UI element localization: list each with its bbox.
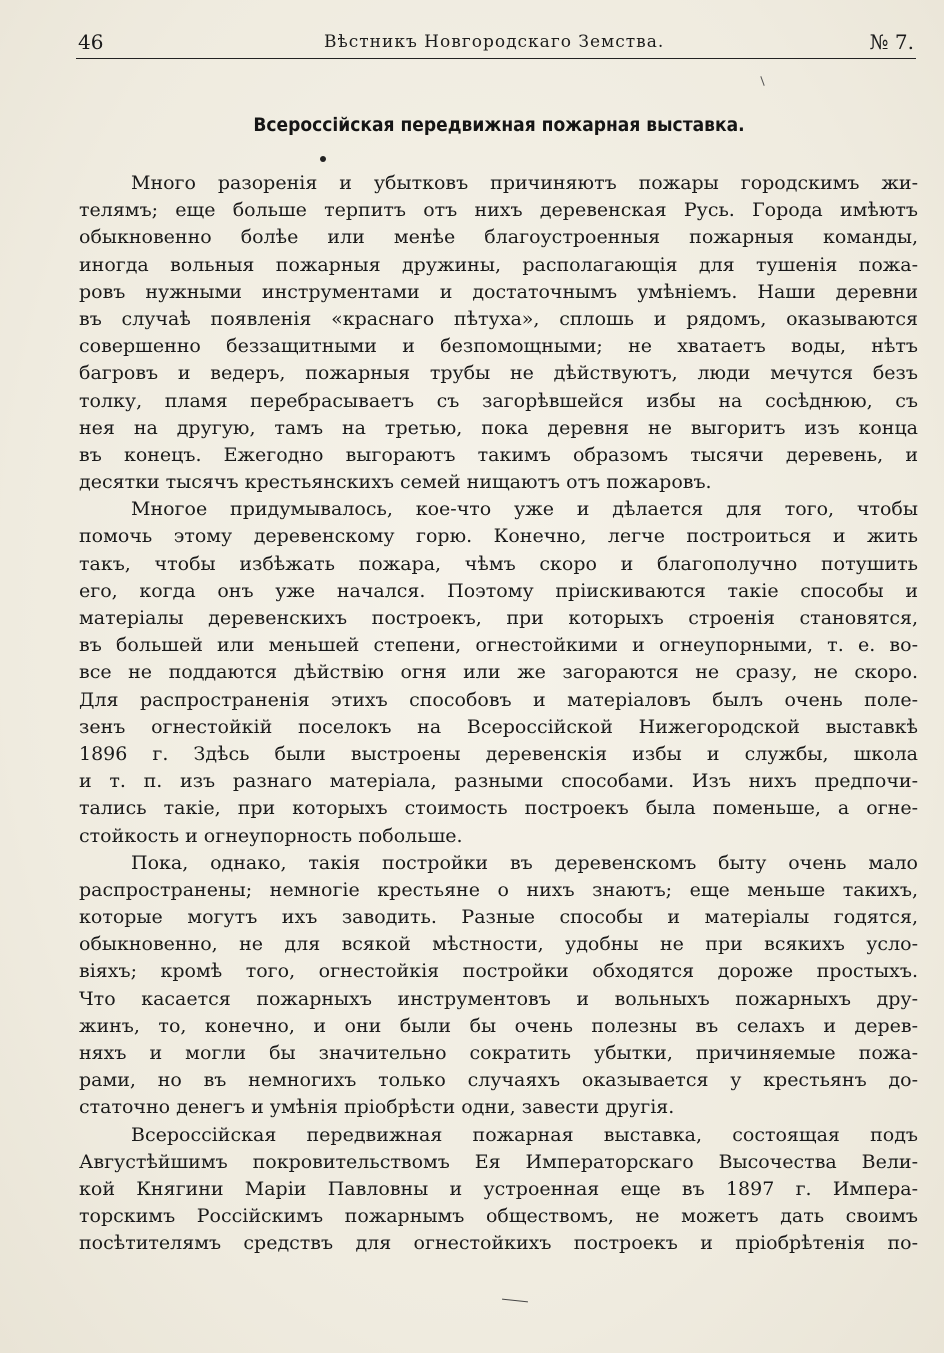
text-line: посѣтителямъ средствъ для огнестойкихъ построекъ и пріобрѣтенія по- (79, 1232, 918, 1255)
text-line: кой Княгини Маріи Павловны и устроенная еще въ 1897 г. Импера- (79, 1177, 918, 1200)
text-line: 1896 г. Здѣсь были выстроены деревенскія избы и службы, школа (79, 742, 918, 765)
text-line: зенъ огнестойкій поселокъ на Всероссійской Нижегородской выставкѣ (79, 715, 918, 738)
text-line: и т. п. изъ разнаго матеріала, разными способами. Изъ нихъ предпочи- (79, 770, 918, 793)
text-line: въ случаѣ появленія «краснаго пѣтуха», сплошь и рядомъ, оказываются (79, 307, 918, 330)
text-line: десятки тысячъ крестьянскихъ семей нищаютъ отъ пожаровъ. (79, 471, 712, 494)
text-line: торскимъ Россійскимъ пожарнымъ обществомъ, не можетъ дать своимъ (79, 1205, 918, 1228)
text-line: Многое придумывалось, кое-что уже и дѣлается для того, чтобы (131, 498, 918, 521)
footer-mark (502, 1299, 528, 1303)
text-line: Для распространенія этихъ способовъ и матеріаловъ былъ очень поле- (79, 688, 918, 711)
text-line: Всероссійская передвижная пожарная выставка, состоящая подъ (131, 1123, 918, 1146)
text-line: все не поддаются дѣйствію огня или же загораются не сразу, не скоро. (79, 661, 918, 684)
text-line: обыкновенно болѣе или менѣе благоустроенныя пожарныя команды, (79, 226, 918, 249)
text-line: рами, но въ немногихъ только случаяхъ оказывается у крестьянъ до- (79, 1069, 918, 1092)
text-line: статочно денегъ и умѣнія пріобрѣсти одни, завести другія. (79, 1096, 675, 1119)
text-line: въ большей или меньшей степени, огнестойкими и огнеупорными, т. е. во- (79, 634, 918, 657)
text-line: Августѣйшимъ покровительствомъ Ея Императорскаго Высочества Вели- (79, 1150, 918, 1173)
text-line: віяхъ; кромѣ того, огнестойкія постройки обходятся дороже простыхъ. (79, 960, 918, 983)
text-line: нея на другую, тамъ на третью, пока деревня не выгоритъ изъ конца (79, 416, 918, 439)
article-title: Всероссійская передвижная пожарная выставка. (253, 114, 745, 136)
text-line: его, когда онъ уже начался. Поэтому пріискиваются такіе способы и (79, 579, 918, 602)
text-line: телямъ; еще больше терпитъ отъ нихъ деревенская Русь. Города имѣютъ (79, 199, 918, 222)
text-line: матеріалы деревенскихъ построекъ, при которыхъ строенія становятся, (79, 607, 918, 629)
text-line: такъ, чтобы избѣжать пожара, чѣмъ скоро и благополучно потушить (79, 552, 918, 575)
ink-dot (320, 156, 326, 162)
text-line: въ конецъ. Ежегодно выгораютъ такимъ образомъ тысячи деревень, и (79, 443, 918, 466)
journal-title: Вѣстникъ Новгородскаго Земства. (324, 32, 665, 52)
margin-mark (760, 76, 764, 86)
text-line: ровъ нужными инструментами и достаточнымъ умѣніемъ. Наши деревни (79, 280, 918, 303)
text-line: няхъ и могли бы значительно сократить убытки, причиняемые пожа- (79, 1042, 918, 1064)
text-line: распространены; немногіе крестьяне о нихъ знаютъ; еще меньше такихъ, (79, 878, 918, 901)
text-line: Что касается пожарныхъ инструментовъ и вольныхъ пожарныхъ дру- (79, 987, 918, 1010)
text-line: Много разоренія и убытковъ причиняютъ пожары городскимъ жи- (131, 172, 918, 194)
text-line: иногда вольныя пожарныя дружины, располагающія для тушенія пожа- (79, 253, 918, 276)
text-line: жинъ, то, конечно, и они были бы очень полезны въ селахъ и дерев- (79, 1014, 918, 1037)
text-line: Пока, однако, такія постройки въ деревенскомъ быту очень мало (131, 851, 918, 874)
text-line: обыкновенно, не для всякой мѣстности, удобны не при всякихъ усло- (79, 933, 918, 956)
page-number: 46 (78, 30, 104, 54)
text-line: стойкость и огнеупорность побольше. (79, 824, 463, 847)
article-body (79, 170, 918, 1258)
text-line: помочь этому деревенскому горю. Конечно, легче построиться и жить (79, 525, 918, 548)
running-header (78, 30, 918, 60)
header-rule (76, 58, 916, 59)
issue-number: № 7. (869, 30, 914, 54)
text-line: толку, пламя перебрасываетъ съ загорѣвшейся избы на сосѣднюю, съ (79, 389, 918, 412)
text-line: которые могутъ ихъ заводить. Разные способы и матеріалы годятся, (79, 906, 918, 929)
text-line: совершенно беззащитными и безпомощными; не хватаетъ воды, нѣтъ (79, 335, 918, 358)
text-line: багровъ и ведеръ, пожарныя трубы не дѣйствуютъ, люди мечутся безъ (79, 362, 918, 385)
text-line: тались такіе, при которыхъ стоимость построекъ была поменьше, а огне- (79, 797, 918, 820)
